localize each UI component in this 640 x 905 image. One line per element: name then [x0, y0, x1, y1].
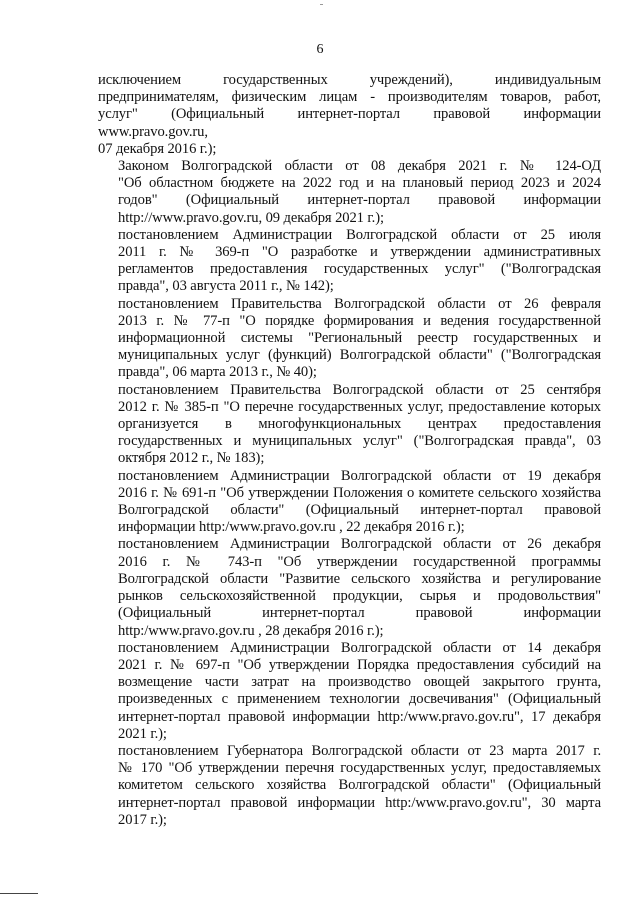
text-line: интернет-портал правовой информации http:/www.pravo.gov.ru", 30 марта: [118, 794, 601, 811]
text-line: http:/www.pravo.gov.ru , 28 декабря 2016 г.);: [118, 622, 384, 639]
text-line: произведенных с применением технологии досвечивания" (Официальный: [118, 691, 601, 708]
text-line: рынков сельскохозяйственной продукции, сырья и продовольствия": [118, 588, 601, 605]
text-line: возмещение части затрат на производство овощей закрытого грунта,: [118, 674, 601, 691]
paragraph: [98, 640, 601, 743]
paragraph: [98, 227, 601, 296]
text-line: 07 декабря 2016 г.);: [98, 140, 217, 157]
text-line: № 170 "Об утверждении перечня государственных услуг, предоставляемых: [118, 760, 601, 777]
text-line: регламентов предоставления государственных услуг" ("Волгоградская: [118, 261, 601, 278]
text-line: Волгоградской области "Развитие сельского хозяйства и регулирование: [118, 570, 601, 587]
text-line: www.pravo.gov.ru,: [98, 123, 208, 140]
paragraph: [98, 296, 601, 382]
text-line: предпринимателям, физическим лицам - производителям товаров, работ,: [98, 89, 601, 106]
text-line: информационной системы "Региональный реестр государственных и: [118, 330, 601, 347]
paragraph: [98, 382, 601, 468]
text-line: 2021 г. № 697-п "Об утверждении Порядка предоставления субсидий на: [118, 656, 601, 673]
paragraph: [98, 743, 601, 829]
footer-rule: [0, 893, 38, 894]
text-line: 2021 г.);: [118, 725, 167, 742]
text-line: правда", 03 августа 2011 г., № 142);: [118, 278, 334, 295]
text-line: октября 2012 г., № 183);: [118, 450, 265, 467]
text-line: 2016 г. № 691-п "Об утверждении Положения о комитете сельского хозяйства: [118, 484, 601, 501]
text-line: 2012 г. № 385-п "О перечне государственных услуг, предоставление которых: [118, 398, 601, 415]
text-line: постановлением Администрации Волгоградской области от 25 июля: [118, 226, 601, 243]
text-line: исключением государственных учреждений), индивидуальным: [98, 72, 601, 88]
document-body: [98, 72, 601, 829]
text-line: постановлением Администрации Волгоградской области от 14 декабря: [118, 639, 601, 656]
scan-artifact: [320, 4, 323, 5]
text-line: http://www.pravo.gov.ru, 09 декабря 2021 г.);: [118, 209, 384, 226]
text-line: интернет-портал правовой информации http:/www.pravo.gov.ru", 17 декабря: [118, 708, 601, 725]
text-line: услуг" (Официальный интернет-портал правовой информации: [98, 106, 601, 123]
text-line: (Официальный интернет-портал правовой информации: [118, 605, 601, 622]
text-line: 2013 г. № 77-п "О порядке формирования и ведения государственной: [118, 312, 601, 329]
text-line: постановлением Правительства Волгоградской области от 25 сентября: [118, 381, 601, 398]
text-line: государственных и муниципальных услуг" ("Волгоградская правда", 03: [118, 433, 601, 450]
page-number: 6: [316, 42, 324, 57]
paragraph: [98, 158, 601, 227]
text-line: постановлением Администрации Волгоградской области от 26 декабря: [118, 536, 601, 553]
paragraph: [98, 468, 601, 537]
text-line: организуется в многофункциональных центрах предоставления: [118, 416, 601, 433]
text-line: постановлением Губернатора Волгоградской области от 23 марта 2017 г.: [118, 742, 601, 759]
text-line: 2017 г.);: [118, 811, 167, 828]
text-line: "Об областном бюджете на 2022 год и на плановый период 2023 и 2024: [118, 175, 601, 192]
text-line: правда", 06 марта 2013 г., № 40);: [118, 364, 317, 381]
text-line: комитетом сельского хозяйства Волгоградской области" (Официальный: [118, 777, 601, 794]
paragraph: [98, 72, 601, 158]
text-line: постановлением Правительства Волгоградской области от 26 февраля: [118, 295, 601, 312]
text-line: постановлением Администрации Волгоградской области от 19 декабря: [118, 467, 601, 484]
text-line: Волгоградской области" (Официальный интернет-портал правовой: [118, 502, 601, 519]
text-line: Законом Волгоградской области от 08 декабря 2021 г. № 124-ОД: [118, 158, 601, 175]
text-line: информации http:/www.pravo.gov.ru , 22 декабря 2016 г.);: [118, 519, 465, 536]
text-line: годов" (Официальный интернет-портал правовой информации: [118, 192, 601, 209]
text-line: муниципальных услуг (функций) Волгоградской области" ("Волгоградская: [118, 347, 601, 364]
text-line: 2011 г. № 369-п "О разработке и утверждении административных: [118, 244, 601, 261]
paragraph: [98, 536, 601, 639]
text-line: 2016 г. № 743-п "Об утверждении государственной программы: [118, 553, 601, 570]
